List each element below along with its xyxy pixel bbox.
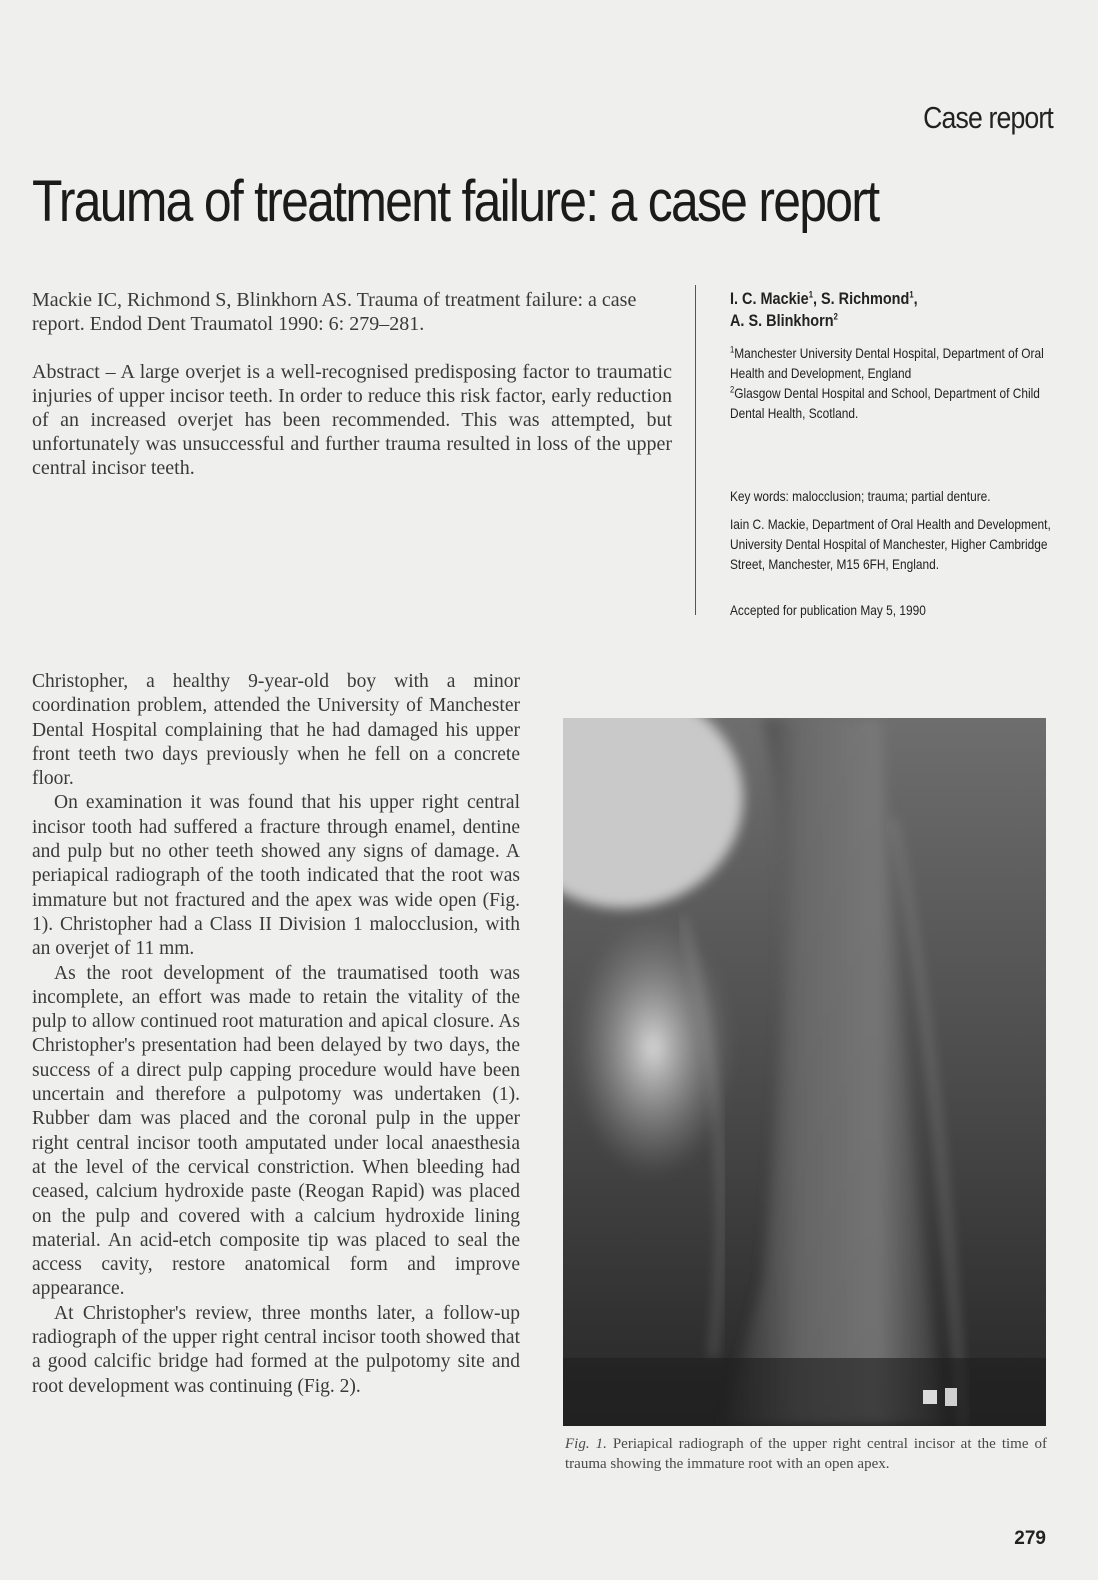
- author-line-2: A. S. Blinkhorn$^2$: [730, 311, 838, 330]
- radiograph-figure: [563, 718, 1046, 1426]
- body-paragraph: As the root development of the traumatised tooth was incomplete, an effort was made to retain the vitality of the pulp to allow continued root maturation and apical closure. As Christopher's presentation had been delayed by two days, the success of a direct pulp capping procedure would have been uncertain and therefore a pulpotomy was undertaken (1). Rubber dam was placed and the coronal pulp in the upper right central incisor tooth amputated under local anaesthesia at the level of the cervical constriction. When bleeding had ceased, calcium hydroxide paste (Reogan Rapid) was placed on the pulp and covered with a calcium hydroxide lining material. An acid-etch composite tip was placed to seal the access cavity, restore anatomical form and improve appearance.: [32, 962, 520, 1300]
- accepted-date: Accepted for publication May 5, 1990: [730, 602, 926, 618]
- article-title: Trauma of treatment failure: a case report: [32, 169, 879, 234]
- section-label: Case report: [923, 100, 1053, 135]
- citation: Mackie IC, Richmond S, Blinkhorn AS. Trauma of treatment failure: a case report. Endod Dent Traumatol 1990: 6: 279–281.: [32, 289, 637, 335]
- page-number: 279: [1014, 1528, 1046, 1549]
- affiliations: [730, 343, 1062, 423]
- correspondence-address: Iain C. Mackie, Department of Oral Health and Development, University Dental Hospital of Manchester, Higher Cambridge Street, Manchester, M15 6FH, England.: [730, 516, 1051, 572]
- body-text: [32, 670, 520, 1399]
- figure-caption: [565, 1434, 1047, 1474]
- caption-text: Periapical radiograph of the upper right central incisor at the time of trauma showing the immature root with an open apex.: [565, 1436, 1047, 1472]
- radiograph-image: [563, 718, 1046, 1426]
- body-paragraph: Christopher, a healthy 9-year-old boy with a minor coordination problem, attended the University of Manchester Dental Hospital complaining that he had damaged his upper front teeth two days previously when he fell on a concrete floor.: [32, 671, 520, 790]
- column-divider: [695, 285, 696, 615]
- body-paragraph: On examination it was found that his upper right central incisor tooth had suffered a fracture through enamel, dentine and pulp but no other teeth showed any signs of damage. A periapical radiograph of the tooth indicated that the root was immature but not fractured and the apex was wide open (Fig. 1). Christopher had a Class II Division 1 malocclusion, with an overjet of 11 mm.: [32, 792, 520, 960]
- caption-label: Fig. 1.: [565, 1436, 607, 1452]
- keywords: Key words: malocclusion; trauma; partial denture.: [730, 488, 991, 504]
- affiliation-1: $^1$Manchester University Dental Hospital, Department of Oral Health and Development, England: [730, 344, 1044, 381]
- author-list: [730, 288, 1053, 332]
- affiliation-2: $^2$Glasgow Dental Hospital and School, Department of Child Dental Health, Scotland.: [730, 384, 1040, 421]
- body-paragraph: At Christopher's review, three months later, a follow-up radiograph of the upper right central incisor tooth showed that a good calcific bridge had formed at the pulpotomy site and root development was continuing (Fig. 2).: [32, 1302, 520, 1397]
- abstract: Abstract – A large overjet is a well-recognised predisposing factor to traumatic injuries of upper incisor teeth. In order to reduce this risk factor, early reduction of an increased overjet has been recommended. This was attempted, but unfortunately was unsuccessful and further trauma resulted in loss of the upper central incisor teeth.: [32, 361, 672, 479]
- author-line-1: I. C. Mackie$^1$, S. Richmond$^1$,: [730, 289, 918, 308]
